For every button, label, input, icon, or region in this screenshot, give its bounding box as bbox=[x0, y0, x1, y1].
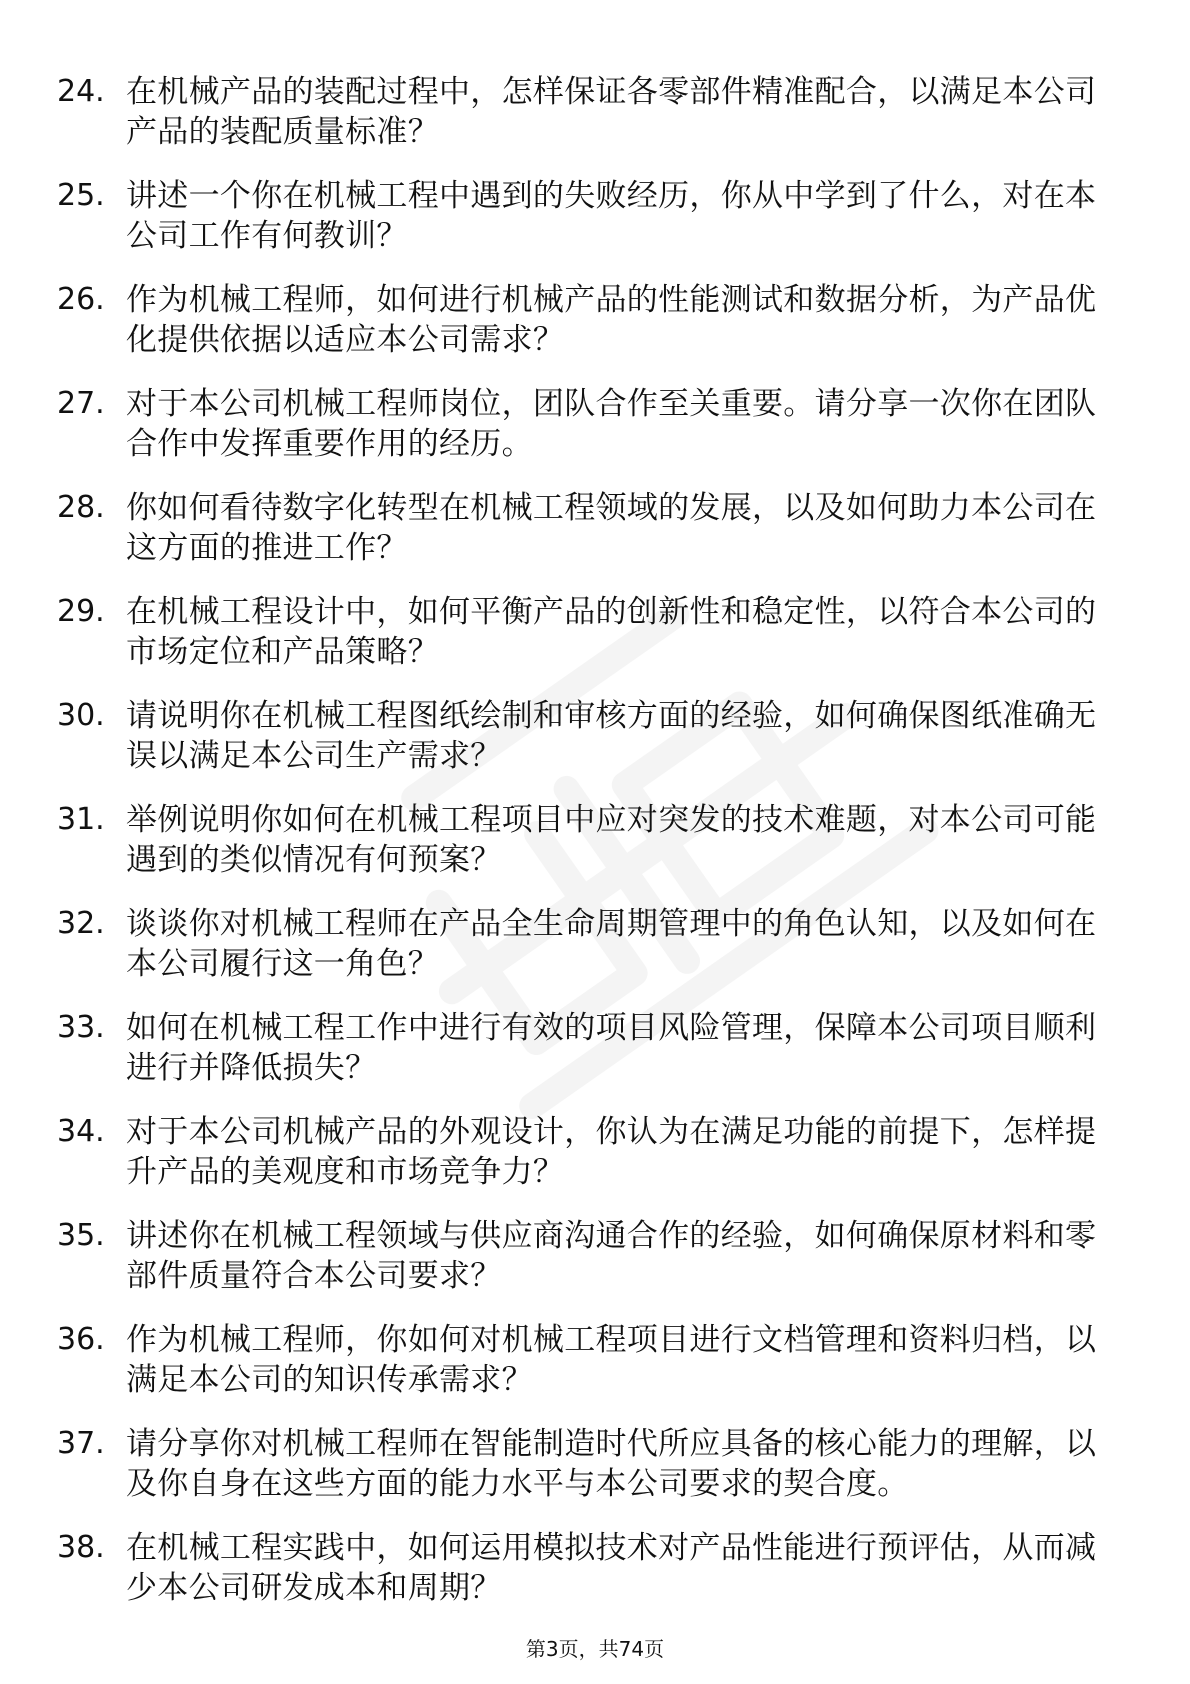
question-number: 31. bbox=[57, 802, 105, 837]
question-item-25 bbox=[0, 176, 1190, 280]
question-item-26 bbox=[0, 280, 1190, 384]
question-text: 讲述你在机械工程领域与供应商沟通合作的经验，如何确保原材料和零部件质量符合本公司要求？ bbox=[126, 1218, 1097, 1294]
question-text: 在机械工程实践中，如何运用模拟技术对产品性能进行预评估，从而减少本公司研发成本和周期？ bbox=[126, 1530, 1097, 1606]
question-text: 对于本公司机械产品的外观设计，你认为在满足功能的前提下，怎样提升产品的美观度和市场竞争力？ bbox=[126, 1114, 1097, 1190]
question-text: 举例说明你如何在机械工程项目中应对突发的技术难题，对本公司可能遇到的类似情况有何预案？ bbox=[126, 802, 1097, 878]
question-number: 38. bbox=[57, 1530, 105, 1565]
question-item-29 bbox=[0, 592, 1190, 696]
page-number-footer: 第3页，共74页 bbox=[525, 1637, 665, 1661]
question-item-33 bbox=[0, 1008, 1190, 1112]
question-item-30 bbox=[0, 696, 1190, 800]
question-number: 27. bbox=[57, 386, 105, 421]
question-item-36 bbox=[0, 1320, 1190, 1424]
question-text: 如何在机械工程工作中进行有效的项目风险管理，保障本公司项目顺利进行并降低损失？ bbox=[126, 1010, 1097, 1086]
question-item-31 bbox=[0, 800, 1190, 904]
question-list bbox=[0, 72, 1190, 1632]
question-item-28 bbox=[0, 488, 1190, 592]
question-text: 作为机械工程师，你如何对机械工程项目进行文档管理和资料归档，以满足本公司的知识传承需求？ bbox=[126, 1322, 1097, 1398]
question-number: 34. bbox=[57, 1114, 105, 1149]
question-item-38 bbox=[0, 1528, 1190, 1632]
question-number: 28. bbox=[57, 490, 105, 525]
question-text: 在机械工程设计中，如何平衡产品的创新性和稳定性，以符合本公司的市场定位和产品策略？ bbox=[126, 594, 1097, 670]
question-text: 请分享你对机械工程师在智能制造时代所应具备的核心能力的理解，以及你自身在这些方面的能力水平与本公司要求的契合度。 bbox=[126, 1426, 1097, 1502]
question-number: 26. bbox=[57, 282, 105, 317]
question-text: 你如何看待数字化转型在机械工程领域的发展，以及如何助力本公司在这方面的推进工作？ bbox=[126, 490, 1097, 566]
question-text: 讲述一个你在机械工程中遇到的失败经历，你从中学到了什么，对在本公司工作有何教训？ bbox=[126, 178, 1097, 254]
question-item-34 bbox=[0, 1112, 1190, 1216]
question-number: 33. bbox=[57, 1010, 105, 1045]
question-text: 谈谈你对机械工程师在产品全生命周期管理中的角色认知，以及如何在本公司履行这一角色？ bbox=[126, 906, 1097, 982]
question-number: 30. bbox=[57, 698, 105, 733]
question-item-32 bbox=[0, 904, 1190, 1008]
question-item-37 bbox=[0, 1424, 1190, 1528]
question-number: 36. bbox=[57, 1322, 105, 1357]
question-text: 对于本公司机械工程师岗位，团队合作至关重要。请分享一次你在团队合作中发挥重要作用的经历。 bbox=[126, 386, 1097, 462]
question-text: 请说明你在机械工程图纸绘制和审核方面的经验，如何确保图纸准确无误以满足本公司生产需求？ bbox=[126, 698, 1097, 774]
question-text: 在机械产品的装配过程中，怎样保证各零部件精准配合，以满足本公司产品的装配质量标准？ bbox=[126, 74, 1097, 150]
question-number: 32. bbox=[57, 906, 105, 941]
question-text: 作为机械工程师，如何进行机械产品的性能测试和数据分析，为产品优化提供依据以适应本公司需求？ bbox=[126, 282, 1097, 358]
question-item-24 bbox=[0, 72, 1190, 176]
question-number: 25. bbox=[57, 178, 105, 213]
question-item-35 bbox=[0, 1216, 1190, 1320]
question-number: 24. bbox=[57, 74, 105, 109]
question-item-27 bbox=[0, 384, 1190, 488]
question-number: 35. bbox=[57, 1218, 105, 1253]
question-number: 29. bbox=[57, 594, 105, 629]
question-number: 37. bbox=[57, 1426, 105, 1461]
